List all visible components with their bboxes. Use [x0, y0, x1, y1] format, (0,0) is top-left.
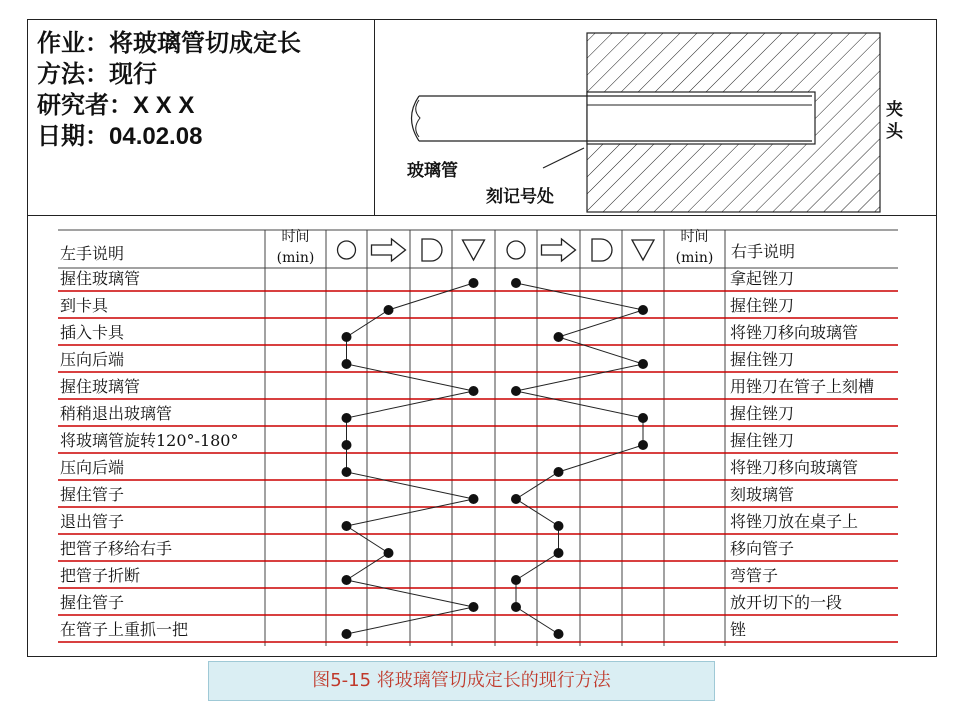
left-hand-step-label: 压向后端 — [60, 458, 125, 477]
right-hand-step-dot — [511, 602, 521, 612]
right-hand-step-label: 拿起锉刀 — [730, 269, 795, 288]
right-hand-step-label: 用锉刀在管子上刻槽 — [730, 377, 875, 396]
left-time-unit: (min) — [276, 250, 315, 266]
right-hand-step-label: 握住锉刀 — [730, 296, 795, 315]
left-hand-step-dot — [342, 575, 352, 585]
storage-symbol-icon — [463, 240, 485, 260]
left-hand-step-dot — [342, 629, 352, 639]
glass-tube-label: 玻璃管 — [407, 161, 458, 181]
task-title: 作业：将玻璃管切成定长 — [37, 30, 301, 57]
right-hand-step-dot — [554, 521, 564, 531]
left-hand-step-label: 握住管子 — [60, 485, 125, 504]
left-hand-step-label: 压向后端 — [60, 350, 125, 369]
left-hand-step-dot — [342, 467, 352, 477]
operation-symbol-icon — [338, 241, 356, 259]
date-label: 日期：04.02.08 — [37, 123, 203, 150]
right-hand-step-dot — [638, 359, 648, 369]
right-hand-step-dot — [554, 548, 564, 558]
right-hand-step-label: 握住锉刀 — [730, 350, 795, 369]
left-hand-step-dot — [469, 602, 479, 612]
method-label: 方法：现行 — [37, 61, 157, 88]
storage-symbol-icon — [632, 240, 654, 260]
right-hand-step-label: 移向管子 — [730, 539, 795, 558]
right-hand-header: 右手说明 — [731, 242, 796, 261]
right-hand-step-dot — [638, 413, 648, 423]
left-hand-step-dot — [342, 440, 352, 450]
left-hand-step-label: 在管子上重抓一把 — [60, 620, 189, 639]
operation-symbol-icon — [507, 241, 525, 259]
left-hand-step-label: 退出管子 — [60, 512, 125, 531]
right-hand-step-dot — [638, 305, 648, 315]
left-hand-step-label: 握住玻璃管 — [60, 377, 141, 396]
right-time-unit: (min) — [675, 250, 714, 266]
mark-label: 刻记号处 — [486, 187, 554, 207]
right-hand-step-dot — [511, 386, 521, 396]
left-hand-step-dot — [342, 521, 352, 531]
right-hand-step-dot — [554, 629, 564, 639]
left-time-header: 时间 — [281, 229, 310, 245]
left-hand-step-label: 稍稍退出玻璃管 — [60, 404, 173, 423]
left-hand-step-label: 把管子折断 — [60, 566, 141, 585]
left-hand-step-label: 握住管子 — [60, 593, 125, 612]
right-hand-step-label: 弯管子 — [730, 566, 779, 585]
left-hand-step-dot — [469, 278, 479, 288]
right-time-header: 时间 — [680, 229, 709, 245]
delay-symbol-icon — [422, 239, 442, 261]
right-hand-step-dot — [511, 575, 521, 585]
left-hand-step-label: 握住玻璃管 — [60, 269, 141, 288]
right-hand-step-label: 握住锉刀 — [730, 431, 795, 450]
researcher-label: 研究者：X X X — [37, 92, 195, 119]
right-hand-step-dot — [554, 467, 564, 477]
delay-symbol-icon — [592, 239, 612, 261]
right-hand-step-label: 握住锉刀 — [730, 404, 795, 423]
left-hand-step-dot — [342, 359, 352, 369]
left-hand-step-dot — [469, 386, 479, 396]
right-hand-step-label: 刻玻璃管 — [730, 485, 795, 504]
right-hand-step-label: 将锉刀移向玻璃管 — [730, 458, 859, 477]
left-hand-step-label: 将玻璃管旋转120°-180° — [60, 431, 239, 450]
left-hand-step-label: 把管子移给右手 — [60, 539, 173, 558]
transport-symbol-icon — [542, 239, 576, 261]
right-hand-step-dot — [511, 278, 521, 288]
left-hand-step-label: 到卡具 — [60, 296, 109, 315]
right-hand-step-label: 将锉刀放在桌子上 — [730, 512, 859, 531]
left-hand-header: 左手说明 — [60, 244, 125, 263]
left-hand-step-dot — [342, 413, 352, 423]
right-hand-step-dot — [511, 494, 521, 504]
left-hand-step-dot — [469, 494, 479, 504]
right-hand-step-label: 放开切下的一段 — [730, 593, 843, 612]
figure-caption: 图5-15 将玻璃管切成定长的现行方法 — [208, 661, 715, 701]
chuck-label: 夹头 — [886, 100, 903, 142]
left-hand-step-label: 插入卡具 — [60, 323, 125, 342]
transport-symbol-icon — [372, 239, 406, 261]
right-hand-step-label: 锉 — [730, 620, 747, 639]
right-hand-step-dot — [554, 332, 564, 342]
right-hand-step-label: 将锉刀移向玻璃管 — [730, 323, 859, 342]
left-hand-step-dot — [384, 305, 394, 315]
right-hand-step-dot — [638, 440, 648, 450]
left-hand-step-dot — [342, 332, 352, 342]
left-hand-step-dot — [384, 548, 394, 558]
